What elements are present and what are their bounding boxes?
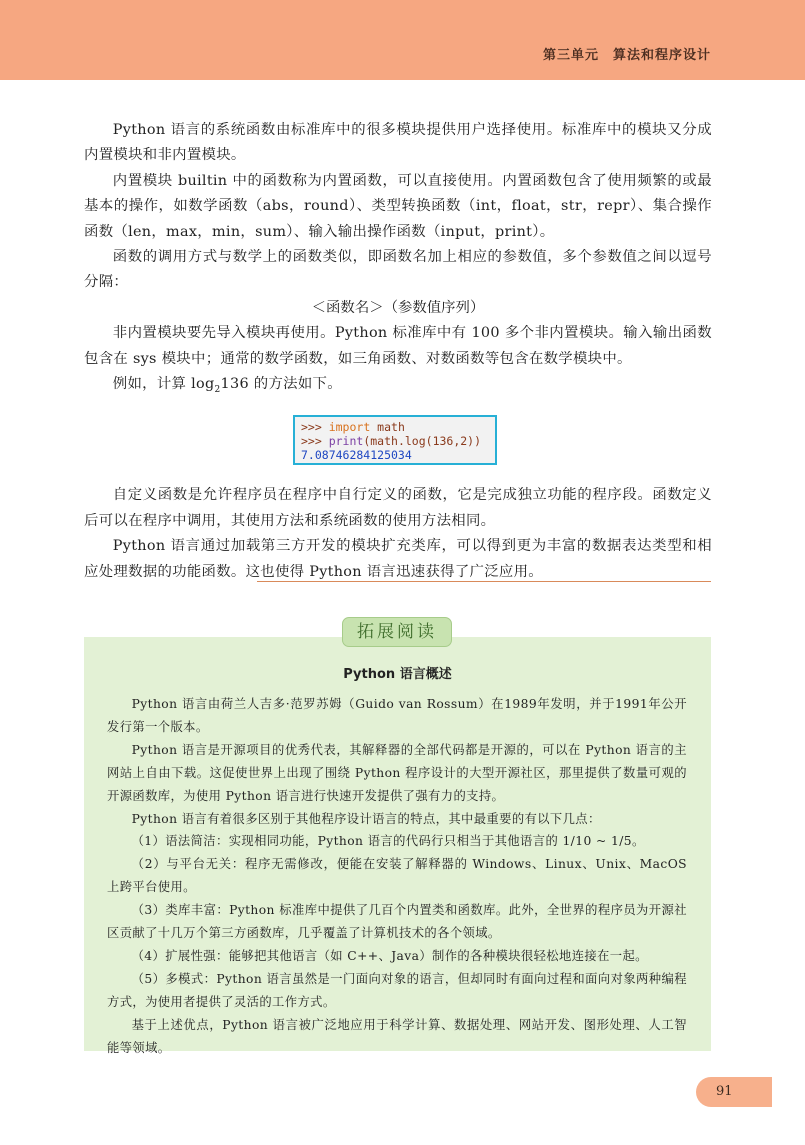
reading-section-label: 拓展阅读 [342, 617, 452, 647]
reading-paragraph: Python 语言由荷兰人吉多·范罗苏姆（Guido van Rossum）在1989年发明，并于1991年公开发行第一个版本。 [107, 697, 687, 734]
reading-list-item: （4）扩展性强：能够把其他语言（如 C++、Java）制作的各种模块很轻松地连接在一起。 [131, 948, 648, 963]
reading-paragraph: 基于上述优点，Python 语言被广泛地应用于科学计算、数据处理、网站开发、图形处理、人工智能等领域。 [107, 1017, 687, 1055]
reading-paragraph: Python 语言是开源项目的优秀代表，其解释器的全部代码都是开源的，可以在 Python 语言的主网站上自由下载。这促使世界上出现了围绕 Python 程序设计的大型开源社区，那里提供了数量可观的开源函数库，为使用 Python 语言进行快速开发提供了强有力的支持。 [107, 742, 687, 803]
code-line-print [301, 434, 495, 448]
reading-list-item: （2）与平台无关：程序无需修改，便能在安装了解释器的 Windows、Linux、Unix、MacOS 上跨平台使用。 [107, 857, 687, 895]
paragraph-example [84, 372, 712, 403]
paragraph-third-party: Python 语言通过加载第三方开发的模块扩充类库，可以得到更为丰富的数据表达类型和相应处理数据的功能函数。这也使得 Python 语言迅速获得了广泛应用。 [84, 538, 712, 580]
code-prompt: >>> [301, 420, 329, 435]
call-syntax-formula: ＜函数名＞（参数值序列） [311, 299, 485, 316]
example-text-prefix: 例如，计算 log [112, 376, 215, 393]
page-number: 91 [716, 1084, 733, 1099]
reading-list-item: （1）语法简洁：实现相同功能，Python 语言的代码行只相当于其他语言的 1/10 ~ 1/5。 [131, 834, 645, 849]
reading-list-item: （5）多模式：Python 语言虽然是一门面向对象的语言，但却同时有面向过程和面向对象两种编程方式，为使用者提供了灵活的工作方式。 [107, 971, 687, 1009]
reading-body [107, 693, 687, 1060]
code-keyword: import [328, 420, 371, 435]
code-output: 7.08746284125034 [301, 448, 412, 463]
paragraph-custom-functions: 自定义函数是允许程序员在程序中自行定义的函数，它是完成独立功能的程序段。函数定义后可以在程序中调用，其使用方法和系统函数的使用方法相同。 [84, 487, 712, 529]
example-text-suffix: 136 的方法如下。 [220, 376, 342, 393]
page-number-tab [696, 1077, 772, 1107]
code-function: print [328, 434, 364, 449]
code-text: math [370, 420, 405, 435]
chapter-title: 第三单元 算法和程序设计 [542, 48, 711, 63]
section-divider [257, 581, 711, 582]
code-prompt: >>> [301, 434, 329, 449]
paragraph-call-syntax: 函数的调用方式与数学上的函数类似，即函数名加上相应的参数值，多个参数值之间以逗号分隔： [84, 249, 712, 291]
reading-paragraph: Python 语言有着很多区别于其他程序设计语言的特点，其中最重要的有以下几点： [131, 811, 601, 826]
paragraph-builtin: 内置模块 builtin 中的函数称为内置函数，可以直接使用。内置函数包含了使用频繁的或最基本的操作，如数学函数（abs，round）、类型转换函数（int，float，str，repr）、集合操作函数（len，max，min，sum）、输入输出操作函数（input，print）。 [84, 172, 712, 240]
reading-list-item: （3）类库丰富：Python 标准库中提供了几百个内置类和函数库。此外，全世界的程序员为开源社区贡献了十几万个第三方函数库，几乎覆盖了计算机技术的各个领域。 [107, 903, 687, 941]
log-base-subscript: 2 [214, 384, 221, 395]
main-content [84, 118, 712, 585]
reading-title: Python 语言概述 [343, 667, 452, 682]
paragraph-non-builtin: 非内置模块要先导入模块再使用。Python 标准库中有 100 多个非内置模块。输入输出函数包含在 sys 模块中；通常的数学函数，如三角函数、对数函数等包含在数学模块中。 [84, 325, 712, 367]
code-screenshot [293, 415, 497, 465]
code-line-import [301, 420, 495, 434]
chapter-header-band [0, 0, 805, 80]
extended-reading-box [84, 637, 711, 1055]
code-text: (math.log(136,2)) [363, 434, 482, 449]
paragraph-stdlib: Python 语言的系统函数由标准库中的很多模块提供用户选择使用。标准库中的模块又分成内置模块和非内置模块。 [84, 122, 712, 164]
